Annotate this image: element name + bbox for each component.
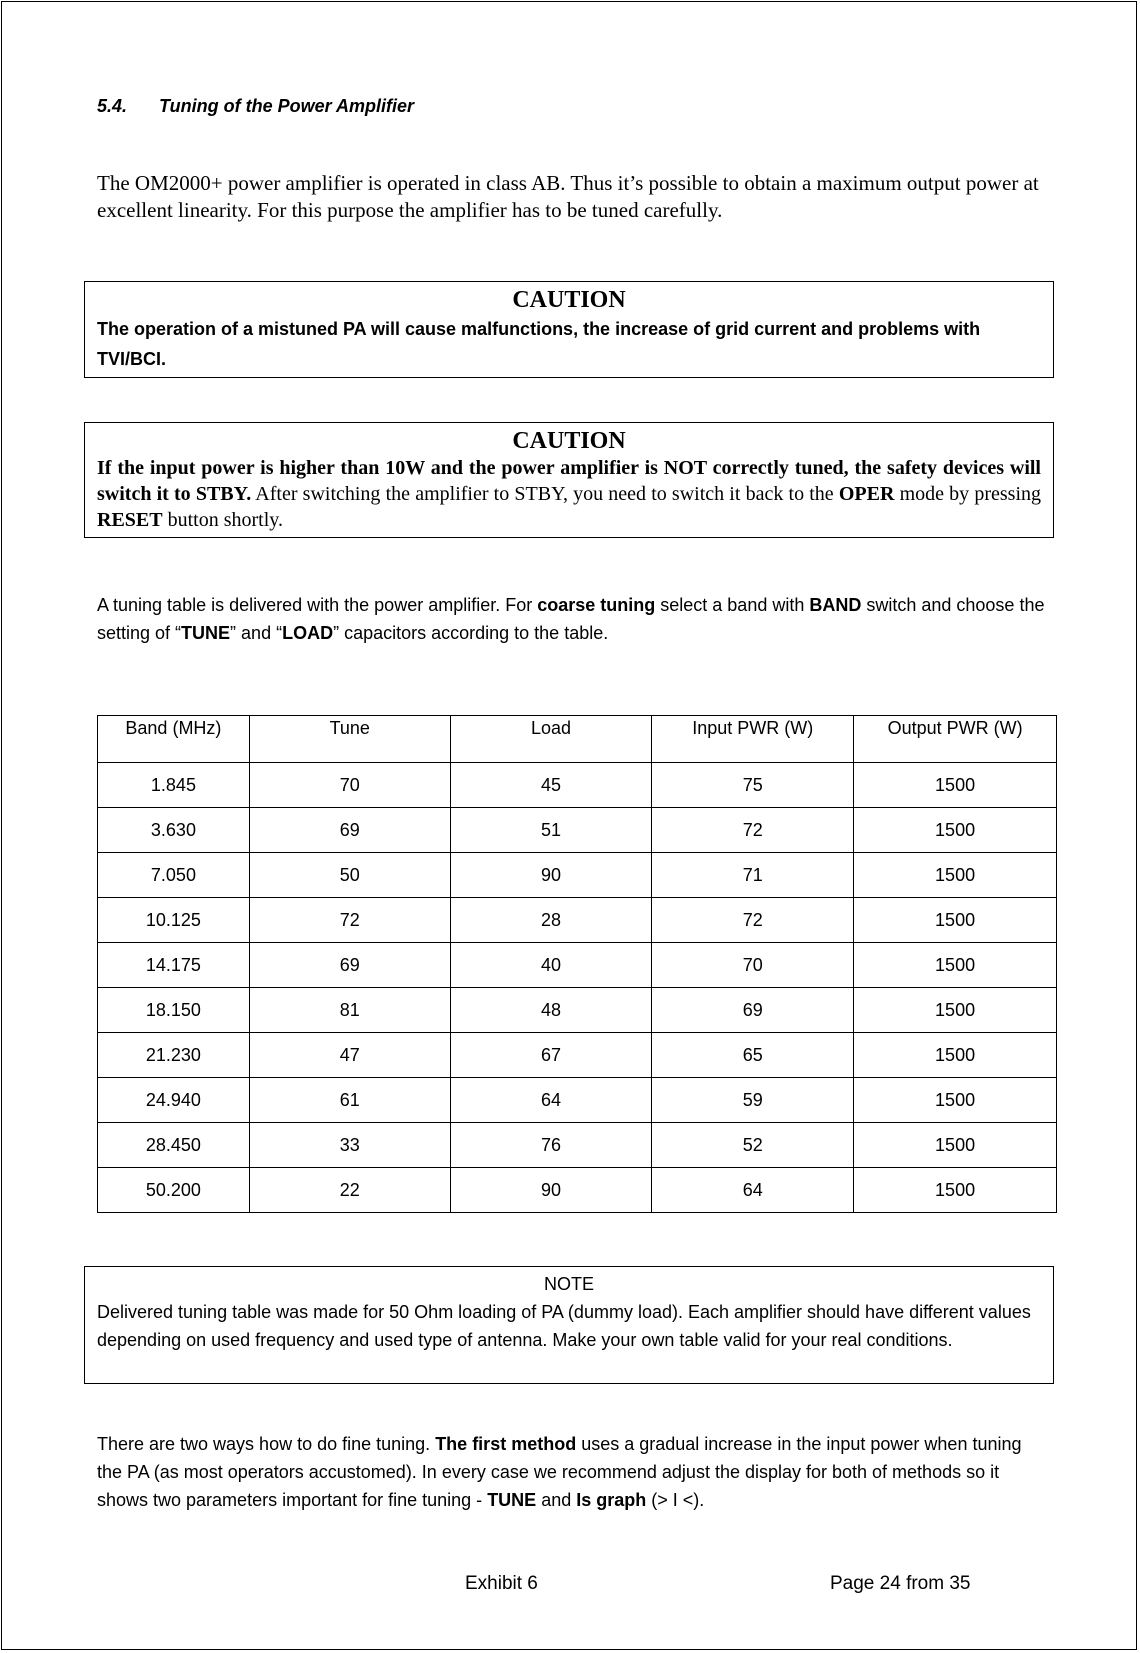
- coarse-tuning-paragraph: [97, 591, 1047, 647]
- table-cell: 1500: [854, 988, 1057, 1033]
- note-title: NOTE: [543, 1274, 594, 1294]
- load-keyword: LOAD: [282, 623, 334, 643]
- table-cell: 1500: [854, 1078, 1057, 1123]
- table-cell: 3.630: [98, 808, 250, 853]
- is-graph-keyword: Is graph: [576, 1490, 647, 1510]
- table-cell: 10.125: [98, 898, 250, 943]
- table-cell: 90: [450, 853, 652, 898]
- caution-title: CAUTION: [512, 287, 626, 313]
- note-text: Delivered tuning table was made for 50 Ohm loading of PA (dummy load). Each amplifier should have different values depending on used frequency and used type of antenna. Make your own table valid for your real conditions.: [97, 1302, 1031, 1350]
- table-cell: 1500: [854, 853, 1057, 898]
- table-cell: 70: [652, 943, 854, 988]
- fine-tuning-paragraph: [97, 1430, 1047, 1514]
- section-heading: [97, 96, 414, 117]
- table-cell: 1.845: [98, 763, 250, 808]
- caution-box-1: [84, 281, 1054, 378]
- text-part: There are two ways how to do fine tuning.: [97, 1434, 436, 1454]
- table-cell: 59: [652, 1078, 854, 1123]
- table-cell: 81: [249, 988, 450, 1033]
- table-cell: 1500: [854, 808, 1057, 853]
- caution-text-part: After switching the amplifier to STBY, you need to switch it back to the: [251, 483, 839, 505]
- tune-keyword: TUNE: [487, 1490, 537, 1510]
- text-part: switch and choose the setting of “: [97, 595, 1045, 643]
- caution-bold-text: If the input power is higher than 10W and the power amplifier is NOT correctly tuned, the safety devices will switch it to STBY.: [97, 457, 1041, 505]
- table-header-row: [98, 716, 1057, 763]
- table-row: [98, 808, 1057, 853]
- footer-page-number: Page 24 from 35: [830, 1573, 971, 1594]
- table-cell: 69: [249, 808, 450, 853]
- table-row: [98, 943, 1057, 988]
- table-cell: 21.230: [98, 1033, 250, 1078]
- table-cell: 1500: [854, 943, 1057, 988]
- table-row: [98, 1033, 1057, 1078]
- table-cell: 22: [249, 1168, 450, 1213]
- table-cell: 69: [652, 988, 854, 1033]
- table-cell: 51: [450, 808, 652, 853]
- table-cell: 64: [450, 1078, 652, 1123]
- table-cell: 76: [450, 1123, 652, 1168]
- text-part: (> I <).: [646, 1490, 705, 1510]
- intro-paragraph: The OM2000+ power amplifier is operated in class AB. Thus it’s possible to obtain a maximum output power at excellent linearity. For this purpose the amplifier has to be tuned carefully.: [97, 171, 1039, 222]
- note-box: [84, 1266, 1054, 1384]
- table-cell: 65: [652, 1033, 854, 1078]
- table-cell: 28: [450, 898, 652, 943]
- table-cell: 47: [249, 1033, 450, 1078]
- column-header: Input PWR (W): [652, 716, 854, 763]
- text-part: select a band with: [655, 595, 810, 615]
- caution-text-part: mode by pressing: [894, 483, 1042, 505]
- table-cell: 90: [450, 1168, 652, 1213]
- table-row: [98, 898, 1057, 943]
- table-cell: 1500: [854, 1123, 1057, 1168]
- caution-text: The operation of a mistuned PA will cause malfunctions, the increase of grid current and problems with TVI/BCI.: [97, 319, 981, 369]
- column-header: Band (MHz): [98, 716, 250, 763]
- table-row: [98, 1168, 1057, 1213]
- table-cell: 50.200: [98, 1168, 250, 1213]
- band-keyword: BAND: [809, 595, 862, 615]
- table-cell: 50: [249, 853, 450, 898]
- table-cell: 52: [652, 1123, 854, 1168]
- tuning-table: [97, 715, 1057, 1213]
- footer-exhibit: Exhibit 6: [465, 1573, 538, 1594]
- table-cell: 71: [652, 853, 854, 898]
- coarse-tuning-keyword: coarse tuning: [537, 595, 656, 615]
- text-part: and: [536, 1490, 577, 1510]
- table-cell: 24.940: [98, 1078, 250, 1123]
- table-cell: 48: [450, 988, 652, 1033]
- caution-title: CAUTION: [512, 428, 626, 454]
- table-cell: 72: [652, 898, 854, 943]
- table-cell: 1500: [854, 763, 1057, 808]
- table-cell: 72: [652, 808, 854, 853]
- section-number: 5.4.: [97, 96, 128, 116]
- table-cell: 1500: [854, 898, 1057, 943]
- table-row: [98, 763, 1057, 808]
- column-header: Output PWR (W): [854, 716, 1057, 763]
- table-cell: 64: [652, 1168, 854, 1213]
- table-row: [98, 988, 1057, 1033]
- table-row: [98, 1078, 1057, 1123]
- table-cell: 67: [450, 1033, 652, 1078]
- table-cell: 1500: [854, 1033, 1057, 1078]
- table-cell: 61: [249, 1078, 450, 1123]
- caution-text: [97, 455, 1041, 533]
- table-cell: 45: [450, 763, 652, 808]
- text-part: ” and “: [230, 623, 283, 643]
- tune-keyword: TUNE: [181, 623, 231, 643]
- table-cell: 1500: [854, 1168, 1057, 1213]
- reset-keyword: RESET: [97, 509, 163, 531]
- text-part: ” capacitors according to the table.: [333, 623, 609, 643]
- column-header: Load: [450, 716, 652, 763]
- table-row: [98, 853, 1057, 898]
- text-part: uses a gradual increase in the input power when tuning the PA (as most operators accustomed). In every case we recommend adjust the display for both of methods so it shows two parameters important for fine tuning -: [97, 1434, 1022, 1510]
- table-cell: 72: [249, 898, 450, 943]
- table-row: [98, 1123, 1057, 1168]
- first-method-keyword: The first method: [435, 1434, 577, 1454]
- table-cell: 33: [249, 1123, 450, 1168]
- caution-text-part: button shortly.: [162, 509, 283, 531]
- table-cell: 40: [450, 943, 652, 988]
- section-title: Tuning of the Power Amplifier: [159, 96, 415, 116]
- table-cell: 18.150: [98, 988, 250, 1033]
- table-cell: 7.050: [98, 853, 250, 898]
- column-header: Tune: [249, 716, 450, 763]
- table-cell: 28.450: [98, 1123, 250, 1168]
- table-cell: 70: [249, 763, 450, 808]
- text-part: A tuning table is delivered with the power amplifier. For: [97, 595, 538, 615]
- table-cell: 14.175: [98, 943, 250, 988]
- caution-box-2: [84, 422, 1054, 538]
- table-cell: 75: [652, 763, 854, 808]
- table-cell: 69: [249, 943, 450, 988]
- oper-keyword: OPER: [838, 483, 895, 505]
